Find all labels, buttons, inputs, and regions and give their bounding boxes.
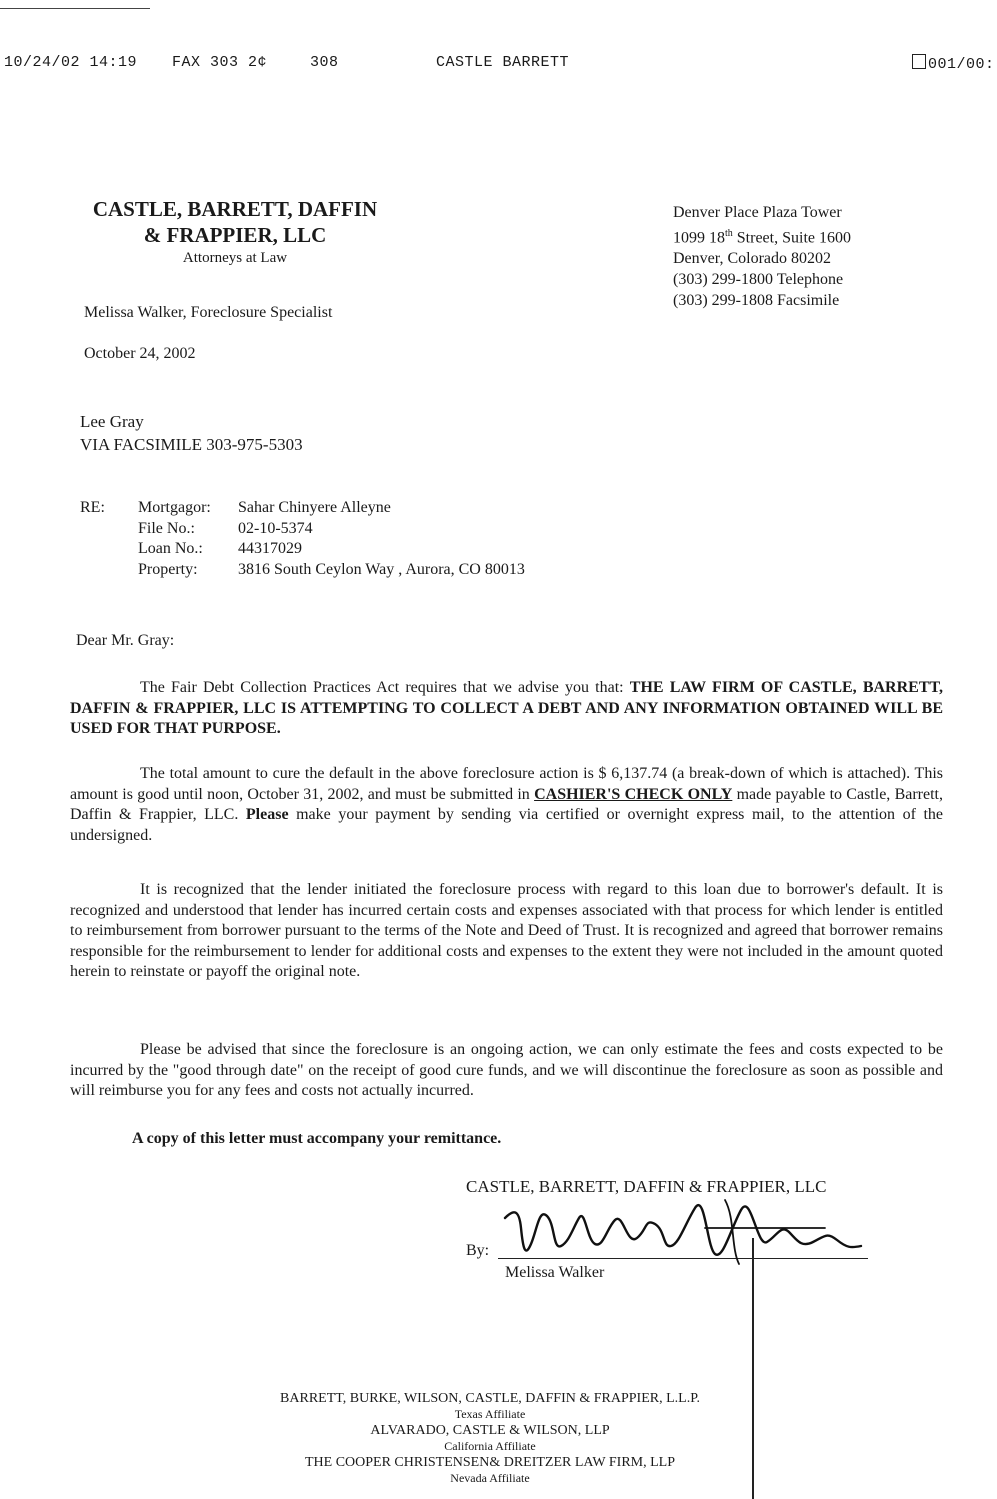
address-street (673, 223, 851, 248)
paragraph-cure-payment-type: CASHIER'S CHECK ONLY (534, 785, 733, 803)
fax-sender: CASTLE BARRETT (436, 54, 570, 71)
paragraph-recognition-text: It is recognized that the lender initiated the foreclosure process with regard to this loan due to borrower's default. It is recognized and understood that lender has incurred certain costs and expenses associated with that process for which lender is entitled to reimbursement from borrower pursuant to the terms of the Note and Deed of Trust. It is recognized and agreed that borrower remains responsible for the reimbursement to lender for additional costs and expenses to the extent they were not included in the amount quoted herein to reinstate or payoff the original note. (70, 881, 943, 981)
salutation: Dear Mr. Gray: (76, 632, 175, 649)
affiliates-footer (250, 1390, 730, 1486)
paragraph-cure-text-c: make your payment by sending via certified or overnight express mail, to the attention of the undersigned. (70, 806, 943, 844)
fax-datetime: 10/24/02 14:19 (4, 54, 138, 71)
address-street-suffix: th (725, 228, 733, 239)
re-block (80, 498, 525, 580)
recipient-name: Lee Gray (80, 412, 144, 431)
fax-page-number: 001/00: (928, 56, 995, 73)
fax-page-icon (912, 54, 926, 69)
paragraph-cure-please: Please (245, 806, 289, 824)
address-street-number: 1099 18 (673, 229, 725, 247)
paragraph-estimate-text: Please be advised that since the foreclosure is an ongoing action, we can only estimate the fees and costs expected to be incurred by the "good through date" on the receipt of good cure funds, and we will discontinue the foreclosure as soon as possible and will reimburse you for any fees and costs not actually incurred. (70, 1041, 943, 1100)
vertical-fax-line (752, 1238, 754, 1499)
paragraph-fdcpa (70, 678, 943, 740)
paragraph-cure-amount (70, 764, 943, 846)
letter-date: October 24, 2002 (84, 345, 196, 362)
affiliate-nevada-firm: THE COOPER CHRISTENSEN& DREITZER LAW FIRM, LLP (304, 1455, 675, 1470)
signature-by-label: By: (466, 1242, 490, 1259)
paragraph-fdcpa-notice: THE LAW FIRM OF CASTLE, BARRETT, DAFFIN & FRAPPIER, LLC IS ATTEMPTING TO COLLECT A DEBT AND ANY INFORMATION OBTAINED WILL BE USED FOR THAT PURPOSE. (70, 679, 943, 738)
top-rule (0, 8, 150, 9)
address-street-rest: Street, Suite 1600 (732, 229, 851, 247)
paragraph-recognition (70, 880, 943, 983)
firm-name-block (80, 196, 390, 267)
fax-number-tail: 308 (310, 54, 339, 71)
signature-firm: CASTLE, BARRETT, DAFFIN & FRAPPIER, LLC (466, 1177, 827, 1196)
re-loan-value: 44317029 (238, 540, 302, 557)
address-city: Denver, Colorado 80202 (673, 250, 831, 268)
affiliate-texas-note: Texas Affiliate (454, 1407, 526, 1421)
paragraph-cure-text-a: The total amount to cure the default in the above foreclosure action is $ 6,137.74 (a break-down of which is attached). This amount is good until noon, October 31, 2002, and must be submitted in (70, 765, 943, 803)
re-file-label: File No.: (138, 519, 195, 537)
re-property-label: Property: (138, 560, 198, 578)
re-property-value: 3816 South Ceylon Way , Aurora, CO 80013 (238, 560, 525, 578)
re-mortgagor-label: Mortgagor: (138, 499, 211, 516)
affiliate-california-note: California Affiliate (444, 1439, 536, 1453)
address-fax: (303) 299-1808 Facsimile (673, 292, 840, 310)
recipient (80, 410, 303, 456)
re-loan-label: Loan No.: (138, 540, 203, 557)
affiliate-nevada-note: Nevada Affiliate (450, 1471, 530, 1485)
address-building: Denver Place Plaza Tower (673, 204, 842, 221)
paragraph-estimate (70, 1040, 943, 1102)
re-label: RE: (80, 499, 105, 516)
paragraph-fdcpa-intro: The Fair Debt Collection Practices Act requires that we advise you that: (140, 679, 630, 696)
address-phone: (303) 299-1800 Telephone (673, 271, 844, 289)
firm-name-line1: CASTLE, BARRETT, DAFFIN (92, 197, 378, 221)
recipient-via: VIA FACSIMILE 303-975-5303 (80, 435, 303, 454)
firm-address (673, 202, 851, 311)
fax-number: FAX 303 2¢ (172, 54, 268, 71)
handwritten-signature (495, 1188, 865, 1270)
re-mortgagor-value: Sahar Chinyere Alleyne (238, 499, 391, 516)
remittance-note: A copy of this letter must accompany your remittance. (132, 1130, 502, 1147)
re-file-value: 02-10-5374 (238, 519, 313, 537)
affiliate-texas-firm: BARRETT, BURKE, WILSON, CASTLE, DAFFIN & FRAPPIER, L.L.P. (280, 1391, 700, 1406)
signer-name: Melissa Walker (505, 1264, 605, 1281)
sender-line: Melissa Walker, Foreclosure Specialist (84, 304, 333, 321)
affiliate-california-firm: ALVARADO, CASTLE & WILSON, LLP (370, 1423, 610, 1438)
firm-tagline: Attorneys at Law (182, 250, 288, 266)
paragraph-cure-text-b: made payable to Castle, Barrett, Daffin & Frappier, LLC. (70, 785, 943, 824)
fax-page (912, 54, 995, 73)
firm-name-line2: & FRAPPIER, LLC (143, 223, 327, 247)
